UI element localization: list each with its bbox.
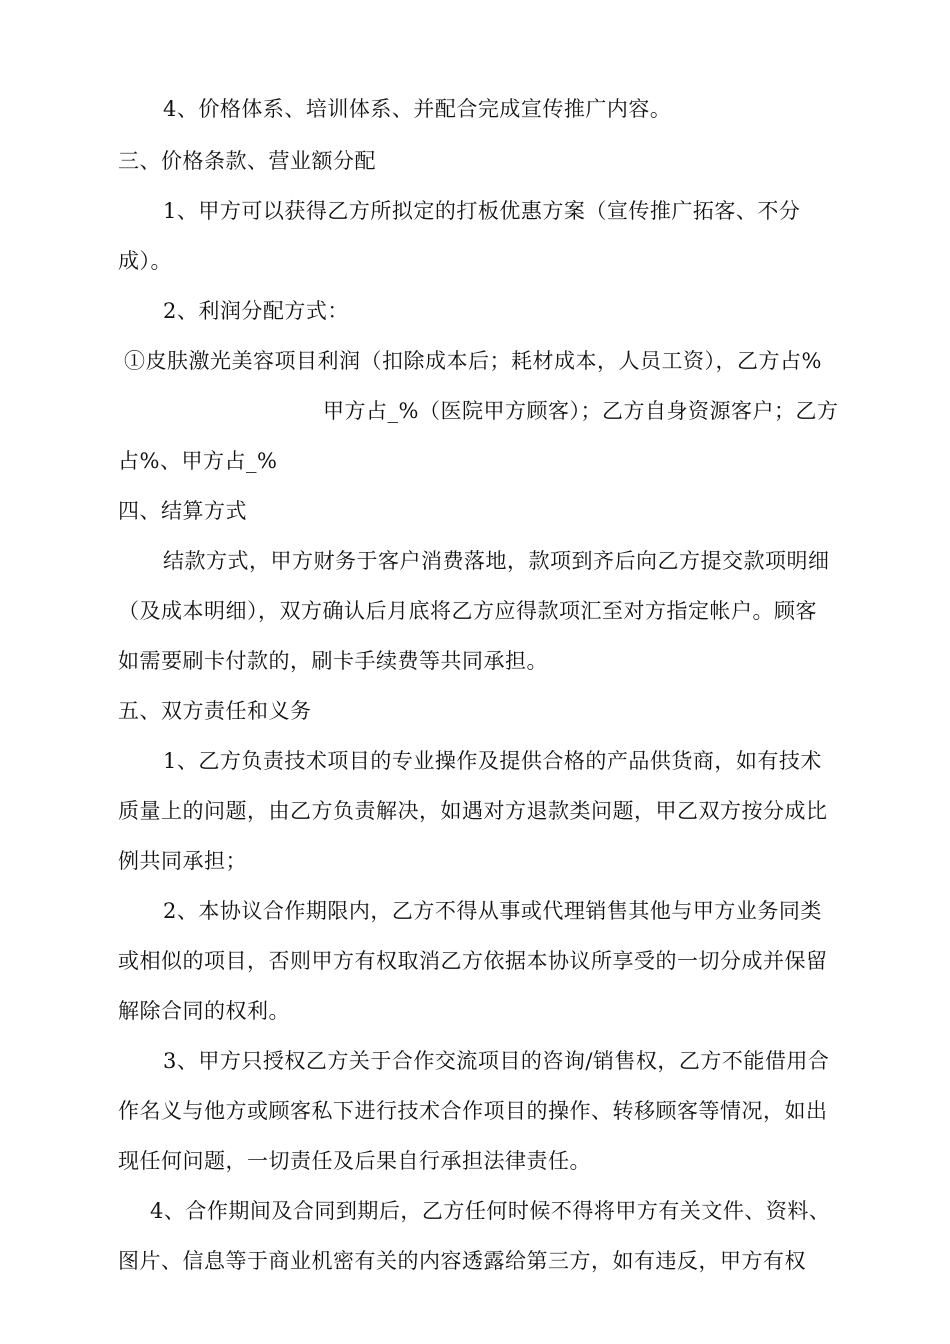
clause-5-2-line-1: 2、本协议合作期限内，乙方不得从事或代理销售其他与甲方业务同类 (163, 899, 822, 923)
item-4-price-system: 4、价格体系、培训体系、并配合完成宣传推广内容。 (163, 97, 672, 121)
section-3-heading: 三、价格条款、营业额分配 (118, 149, 376, 173)
clause-3-2-heading: 2、利润分配方式： (163, 299, 349, 323)
clause-5-1-line-2: 质量上的问题，由乙方负责解决，如遇对方退款类问题，甲乙双方按分成比 (118, 799, 828, 823)
clause-5-4-line-1: 4、合作期间及合同到期后，乙方任何时候不得将甲方有关文件、资料、 (150, 1199, 831, 1223)
section-4-heading: 四、结算方式 (118, 499, 247, 523)
clause-5-2-line-2: 或相似的项目，否则甲方有权取消乙方依据本协议所享受的一切分成并保留 (118, 949, 828, 973)
clause-5-1-line-1: 1、乙方负责技术项目的专业操作及提供合格的产品供货商，如有技术 (163, 749, 822, 773)
settlement-line-1: 结款方式，甲方财务于客户消费落地，款项到齐后向乙方提交款项明细 (163, 549, 830, 573)
profit-split-line-3: 占%、甲方占_% (118, 449, 278, 473)
clause-5-3-line-2: 作名义与他方或顾客私下进行技术合作项目的操作、转移顾客等情况，如出 (118, 1099, 828, 1123)
settlement-line-3: 如需要刷卡付款的，刷卡手续费等共同承担。 (118, 649, 548, 673)
clause-3-1-line-2: 成）。 (118, 249, 172, 273)
clause-3-1-line-1: 1、甲方可以获得乙方所拟定的打板优惠方案（宣传推广拓客、不分 (163, 199, 801, 223)
clause-5-3-line-3: 现任何问题，一切责任及后果自行承担法律责任。 (118, 1149, 591, 1173)
clause-5-2-line-3: 解除合同的权利。 (118, 999, 290, 1023)
clause-5-4-line-2: 图片、信息等于商业机密有关的内容透露给第三方，如有违反，甲方有权 (118, 1249, 806, 1273)
clause-5-3-line-1: 3、甲方只授权乙方关于合作交流项目的咨询/销售权，乙方不能借用合 (163, 1049, 830, 1073)
section-5-heading: 五、双方责任和义务 (118, 699, 312, 723)
clause-5-1-line-3: 例共同承担； (118, 849, 247, 873)
settlement-line-2: （及成本明细），双方确认后月底将乙方应得款项汇至对方指定帐户。顾客 (118, 599, 817, 623)
profit-split-line-1: ①皮肤激光美容项目利润（扣除成本后；耗材成本，人员工资），乙方占% (124, 349, 822, 373)
profit-split-line-2: 甲方占_%（医院甲方顾客）；乙方自身资源客户；乙方 (323, 399, 839, 423)
